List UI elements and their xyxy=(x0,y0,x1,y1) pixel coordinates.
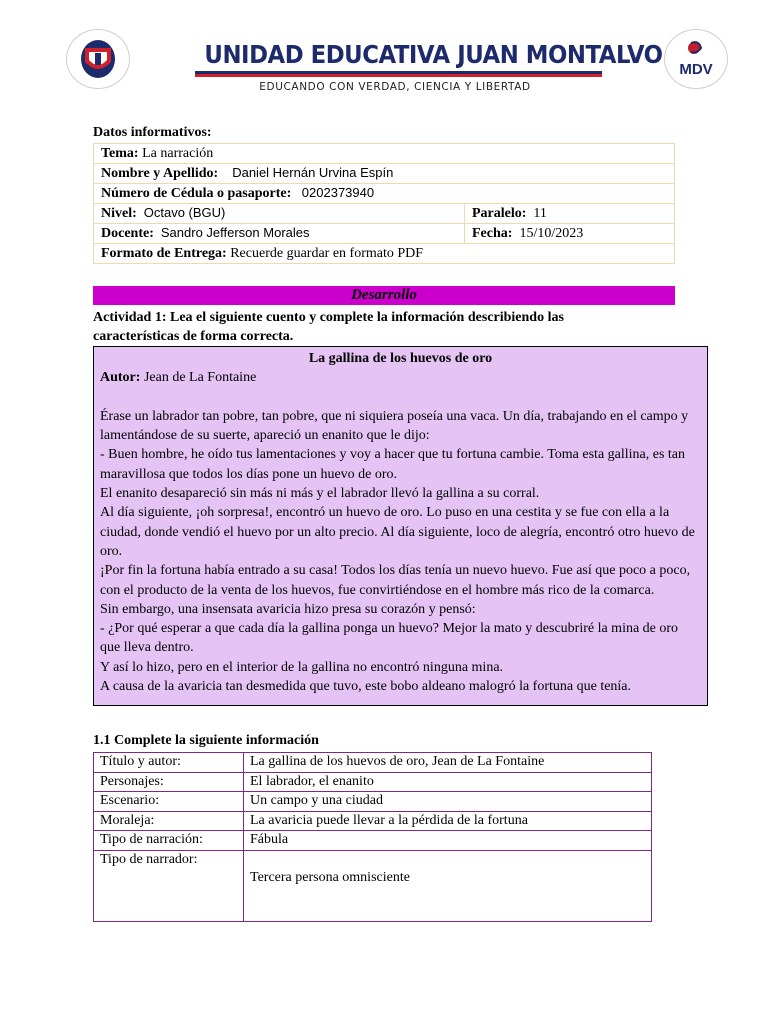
nivel-cell: Nivel: Octavo (BGU) xyxy=(94,204,465,224)
school-logo-right xyxy=(664,29,728,89)
header-rule-red xyxy=(195,74,602,77)
section-1-1-title: 1.1 Complete la siguiente información xyxy=(93,733,319,748)
desarrollo-banner: Desarrollo xyxy=(93,286,675,305)
nivel-value: Octavo (BGU) xyxy=(143,205,226,220)
answers-table xyxy=(93,752,652,922)
row-label: Escenario: xyxy=(94,792,244,812)
table-row xyxy=(94,184,675,204)
story-paragraph: - Buen hombre, he oído tus lamentaciones y voy a hacer que tu fortuna cambie. Toma esta gallina, es tan maravillosa que todos los días pone un huevo de oro. xyxy=(100,447,686,482)
docente-value: Sandro Jefferson Morales xyxy=(160,225,310,240)
table-row xyxy=(94,792,652,812)
cedula-value: 0202373940 xyxy=(301,185,375,200)
svg-text:MDV: MDV xyxy=(679,61,713,78)
datos-informativos-label: Datos informativos: xyxy=(93,125,212,140)
mdv-logo-icon xyxy=(665,30,727,88)
school-logo-left xyxy=(66,29,130,89)
table-row xyxy=(94,204,675,224)
paralelo-value: 11 xyxy=(533,205,547,221)
school-name: UNIDAD EDUCATIVA JUAN MONTALVO xyxy=(204,40,663,69)
row-value: Un campo y una ciudad xyxy=(244,792,652,812)
tema-cell: Tema: La narración xyxy=(94,144,675,164)
story-paragraph: Al día siguiente, ¡oh sorpresa!, encontró un huevo de oro. Lo puso en una cestita y se fue con ella a la ciudad, donde vendió el huevo por un alto precio. Al día siguiente, loco de alegría, encontró otro huevo de oro. xyxy=(100,505,695,559)
row-label: Moraleja: xyxy=(94,811,244,831)
fecha-cell: Fecha: 15/10/2023 xyxy=(465,224,675,244)
table-row xyxy=(94,144,675,164)
info-table xyxy=(93,143,675,264)
story-author: Autor: Jean de La Fontaine xyxy=(100,370,257,386)
table-row xyxy=(94,753,652,773)
story-paragraph: El enanito desapareció sin más ni más y el labrador llevó la gallina a su corral. xyxy=(100,486,540,502)
docente-cell: Docente: Sandro Jefferson Morales xyxy=(94,224,465,244)
formato-cell: Formato de Entrega: Recuerde guardar en formato PDF xyxy=(94,244,675,264)
table-row xyxy=(94,811,652,831)
shield-icon xyxy=(67,30,129,88)
story-paragraph: Y así lo hizo, pero en el interior de la gallina no encontró ninguna mina. xyxy=(100,659,504,675)
table-row xyxy=(94,850,652,921)
table-row xyxy=(94,244,675,264)
story-paragraph: Érase un labrador tan pobre, tan pobre, que ni siquiera poseía una vaca. Un día, trabajando en el campo y lamentándose de su suerte, apareció un enanito que le dijo: xyxy=(100,408,689,444)
row-value: La gallina de los huevos de oro, Jean de La Fontaine xyxy=(244,753,652,773)
row-value: Tercera persona omnisciente xyxy=(244,850,652,921)
story-paragraph: A causa de la avaricia tan desmedida que tuvo, este bobo aldeano malogró la fortuna que tenía. xyxy=(100,679,632,695)
school-motto: EDUCANDO CON VERDAD, CIENCIA Y LIBERTAD xyxy=(259,81,531,93)
row-label: Personajes: xyxy=(94,772,244,792)
paralelo-cell: Paralelo: 11 xyxy=(465,204,675,224)
row-label: Título y autor: xyxy=(94,753,244,773)
nombre-value: Daniel Hernán Urvina Espín xyxy=(232,165,394,180)
fecha-value: 15/10/2023 xyxy=(519,225,584,241)
tema-value: La narración xyxy=(142,145,214,161)
cedula-cell: Número de Cédula o pasaporte: 0202373940 xyxy=(94,184,675,204)
nombre-cell: Nombre y Apellido: Daniel Hernán Urvina Espín xyxy=(94,164,675,184)
table-row xyxy=(94,772,652,792)
story-paragraph: ¡Por fin la fortuna había entrado a su casa! Todos los días tenía un nuevo huevo. Fue así que poco a poco, con el producto de la venta de los huevos, fue convirtiéndose en el hombre más rico de la comarca. xyxy=(100,563,691,598)
story-title: La gallina de los huevos de oro xyxy=(308,351,493,366)
story-paragraph: Sin embargo, una insensata avaricia hizo presa su corazón y pensó: xyxy=(100,601,476,617)
table-row xyxy=(94,164,675,184)
story-paragraph: - ¿Por qué esperar a que cada día la gallina ponga un huevo? Mejor la mato y descubriré la mina de oro que lleva dentro. xyxy=(100,621,679,656)
row-value: El labrador, el enanito xyxy=(244,772,652,792)
formato-value: Recuerde guardar en formato PDF xyxy=(230,245,424,261)
row-value: Fábula xyxy=(244,831,652,851)
row-value: La avaricia puede llevar a la pérdida de la fortuna xyxy=(244,811,652,831)
row-label: Tipo de narrador: xyxy=(94,850,244,921)
story-box xyxy=(93,346,708,706)
table-row xyxy=(94,831,652,851)
actividad-instructions: Actividad 1: Lea el siguiente cuento y complete la información describiendo las características de forma correcta. xyxy=(93,310,564,344)
table-row xyxy=(94,224,675,244)
row-label: Tipo de narración: xyxy=(94,831,244,851)
